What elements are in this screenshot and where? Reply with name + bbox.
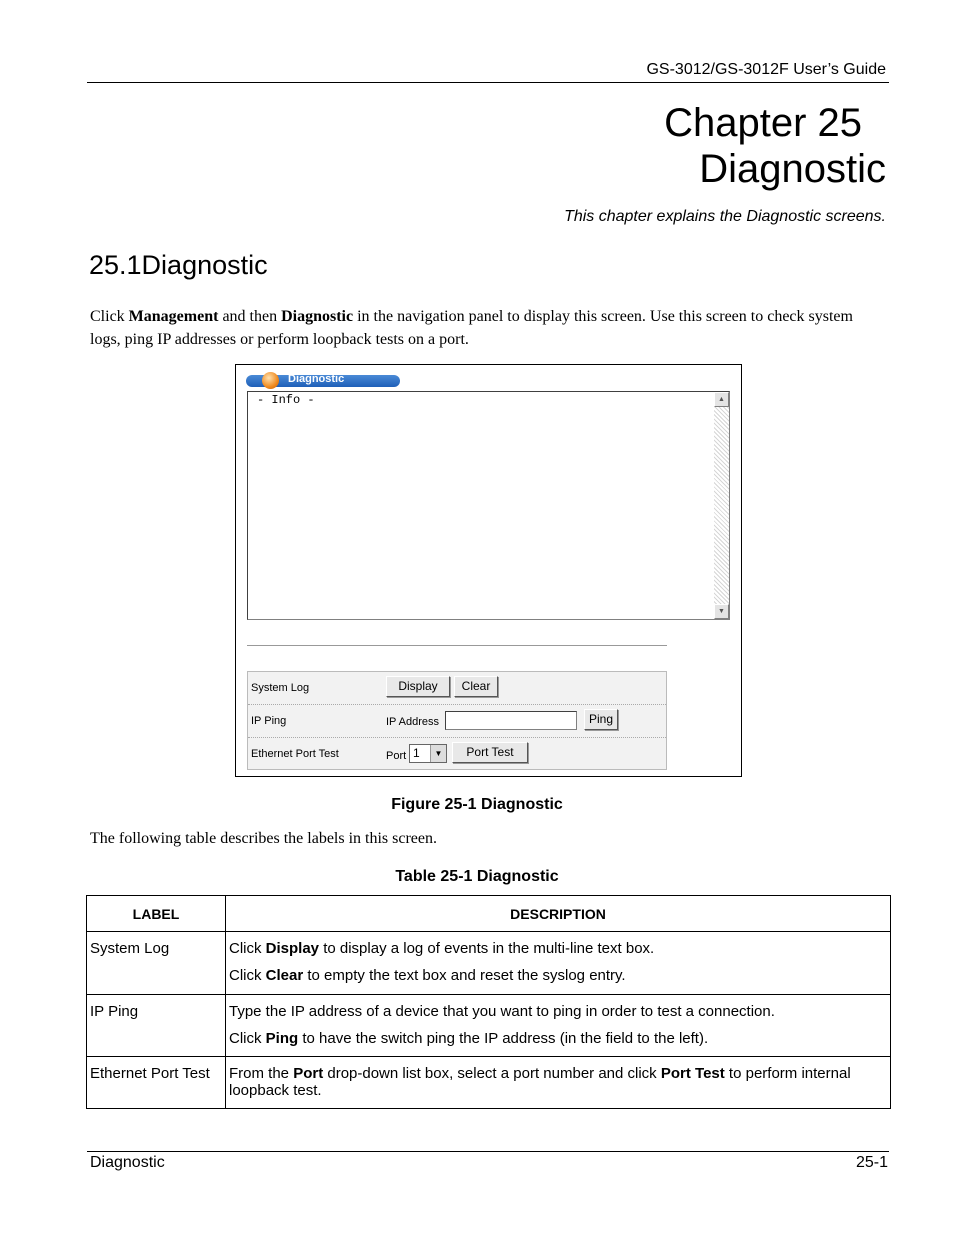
table-header-row	[87, 896, 891, 932]
chevron-down-icon[interactable]: ▼	[430, 745, 446, 762]
chapter-heading	[664, 100, 886, 192]
port-select-value: 1	[413, 746, 420, 760]
label-header: LABEL	[87, 896, 226, 932]
table-caption: Table 25-1 Diagnostic	[395, 868, 559, 885]
textbox-scrollbar[interactable]	[714, 392, 729, 619]
separator-line	[247, 645, 667, 646]
table-intro-paragraph: The following table describes the labels in this screen.	[90, 830, 438, 847]
orb-icon	[262, 372, 279, 389]
ip-ping-label: IP Ping	[251, 715, 287, 727]
port-test-row	[248, 738, 666, 770]
section-heading: 25.1Diagnostic	[89, 250, 268, 280]
row-label: IP Ping	[87, 995, 226, 1057]
port-test-button[interactable]: Port Test	[452, 742, 528, 763]
ip-address-label: IP Address	[386, 716, 439, 728]
ip-address-input[interactable]	[445, 711, 577, 730]
chapter-intro: This chapter explains the Diagnostic screens.	[564, 208, 886, 225]
description-table	[86, 895, 891, 1109]
row-description: Type the IP address of a device that you want to ping in order to test a connection. Click Ping to have the switch ping the IP address (in the field to the left).	[226, 995, 891, 1057]
chapter-title: Diagnostic	[699, 147, 886, 191]
row-description: Click Display to display a log of events in the multi-line text box. Click Clear to empty the text box and reset the syslog entry.	[226, 932, 891, 995]
intro-paragraph: Click Management and then Diagnostic in the navigation panel to display this screen. Use this screen to check system logs, ping IP addresses or perform loopback tests on a port.	[90, 308, 853, 348]
table-row	[87, 1057, 891, 1109]
system-log-label: System Log	[251, 682, 310, 694]
header-rule	[87, 82, 889, 83]
panel-title-bar	[246, 375, 400, 387]
chapter-number: Chapter 25	[664, 101, 862, 145]
port-test-label: Ethernet Port Test	[251, 748, 339, 760]
panel-title: Diagnostic	[288, 373, 345, 385]
description-header: DESCRIPTION	[226, 896, 891, 932]
footer-rule	[87, 1151, 889, 1152]
diagnostic-controls	[247, 671, 667, 770]
system-log-row	[248, 672, 666, 705]
port-select[interactable]	[409, 744, 447, 763]
ip-ping-row	[248, 705, 666, 738]
footer-chapter-name: Diagnostic	[90, 1154, 165, 1171]
info-text-box[interactable]	[247, 391, 730, 620]
port-label: Port	[386, 750, 407, 762]
table-row	[87, 932, 891, 995]
scroll-down-icon[interactable]: ▼	[714, 604, 729, 619]
guide-title: GS-3012/GS-3012F User’s Guide	[646, 61, 886, 78]
figure-caption: Figure 25-1 Diagnostic	[391, 796, 563, 813]
row-description: From the Port drop-down list box, select a port number and click Port Test to perform internal loopback test.	[226, 1057, 891, 1109]
row-label: System Log	[87, 932, 226, 995]
info-text: - Info -	[257, 393, 315, 407]
ping-button[interactable]: Ping	[584, 709, 618, 730]
clear-button[interactable]: Clear	[454, 676, 498, 697]
diagnostic-screenshot	[235, 364, 742, 777]
display-button[interactable]: Display	[386, 676, 450, 697]
scroll-up-icon[interactable]: ▲	[714, 392, 729, 407]
footer-page-number: 25-1	[855, 1154, 888, 1171]
table-row	[87, 995, 891, 1057]
row-label: Ethernet Port Test	[87, 1057, 226, 1109]
